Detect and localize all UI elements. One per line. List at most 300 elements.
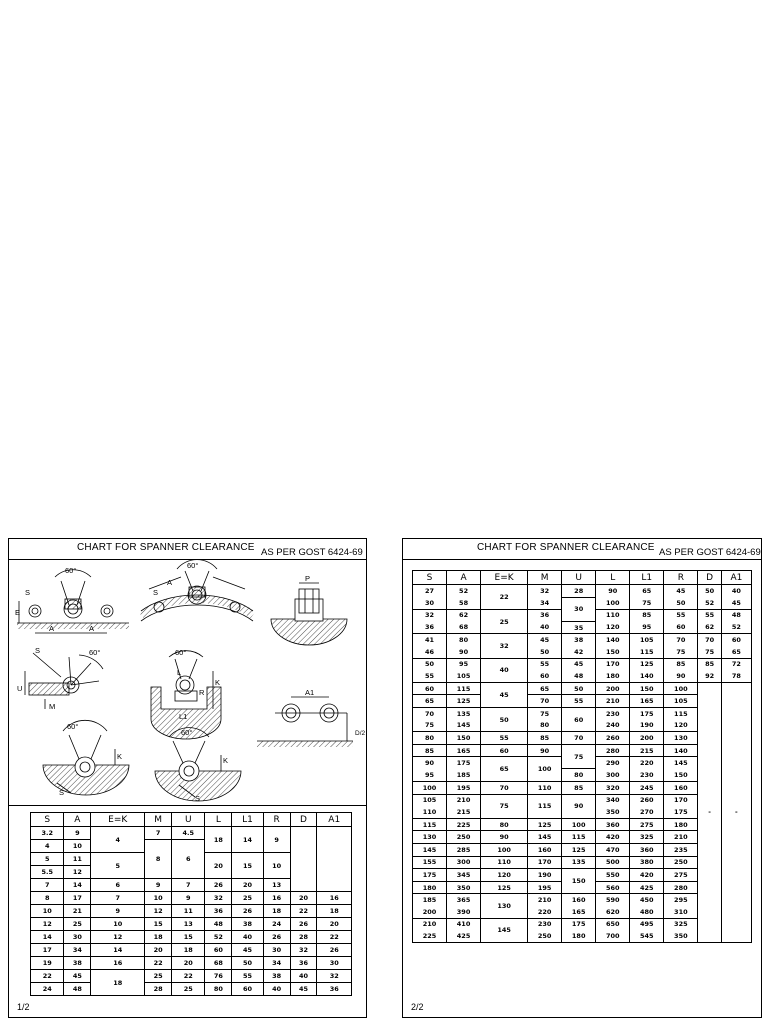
table-1-body — [31, 827, 352, 996]
table-cell: 34 — [263, 957, 290, 970]
table-cell: 105 — [664, 695, 698, 708]
table-cell: 18 — [263, 905, 290, 918]
table-cell: 78 — [721, 670, 751, 682]
table-cell: 245 — [630, 782, 664, 795]
label-d2: D/2 — [355, 730, 366, 737]
table-cell: 100 — [596, 597, 630, 609]
table-cell: 60 — [481, 744, 528, 757]
table-cell: 80 — [447, 634, 481, 646]
label-l1: L1 — [179, 712, 188, 721]
table-cell: 18 — [172, 944, 205, 957]
table-cell: 52 — [447, 585, 481, 598]
column-header: A1 — [317, 813, 352, 827]
table-cell: 100 — [562, 818, 596, 831]
table-cell: 32 — [481, 634, 528, 658]
table-cell: 160 — [664, 782, 698, 795]
table-cell: 45 — [481, 682, 528, 707]
column-header: E=K — [481, 571, 528, 585]
drawing-flat-surface — [17, 570, 129, 633]
drawing-nut-slot — [151, 651, 221, 739]
table-cell: 120 — [596, 621, 630, 634]
table-cell: 390 — [447, 906, 481, 918]
table-cell: 115 — [562, 831, 596, 844]
spanner-chart-sheet-2 — [402, 538, 762, 1018]
table-row — [413, 670, 752, 682]
table-cell: 7 — [172, 879, 205, 892]
table-row — [413, 682, 752, 695]
table-cell: 24 — [31, 983, 64, 996]
table-cell: 65 — [528, 682, 562, 695]
table-cell: 90 — [447, 646, 481, 658]
table-cell: 80 — [562, 769, 596, 782]
sheet-2-header — [403, 539, 761, 560]
table-cell: 55 — [232, 970, 263, 983]
table-cell: 15 — [145, 918, 172, 931]
table-cell: 26 — [290, 918, 317, 931]
table-cell: - — [721, 682, 751, 942]
table-cell: 300 — [447, 856, 481, 869]
table-row — [413, 585, 752, 598]
table-cell: 250 — [664, 856, 698, 869]
table-cell: 145 — [447, 720, 481, 732]
label-s-2: S — [153, 588, 159, 597]
table-cell: 235 — [664, 843, 698, 856]
table-cell: 165 — [447, 744, 481, 757]
table-cell: 150 — [664, 769, 698, 782]
table-cell: 28 — [562, 585, 596, 598]
table-cell: 20 — [172, 957, 205, 970]
column-header: M — [528, 571, 562, 585]
table-cell: 185 — [447, 769, 481, 782]
table-row — [31, 944, 352, 957]
table-cell: 32 — [205, 892, 232, 905]
table-cell: 10 — [64, 840, 91, 853]
label-a1: A1 — [305, 688, 315, 697]
table-cell: 495 — [630, 918, 664, 930]
table-cell: 8 — [145, 840, 172, 879]
drawing-angle-u — [25, 653, 103, 709]
table-cell: 48 — [205, 918, 232, 931]
table-cell: 70 — [664, 634, 698, 646]
table-cell: 145 — [481, 918, 528, 942]
table-cell: 18 — [317, 905, 352, 918]
table-cell: 90 — [413, 757, 447, 769]
table-cell: 36 — [290, 957, 317, 970]
table-cell: 140 — [596, 634, 630, 646]
table-cell: 92 — [698, 670, 721, 682]
table-cell: 52 — [721, 621, 751, 634]
table-cell: 165 — [630, 695, 664, 708]
table-cell: 18 — [91, 970, 145, 996]
table-cell: 140 — [630, 670, 664, 682]
table-cell: 75 — [481, 794, 528, 818]
table-cell: 21 — [64, 905, 91, 918]
column-header: A1 — [721, 571, 751, 585]
sheet-1-gost: AS PER GOST 6424-69 — [261, 547, 363, 558]
table-cell: 65 — [481, 757, 528, 782]
table-cell: 180 — [664, 818, 698, 831]
table-cell: 200 — [630, 732, 664, 745]
table-cell: 17 — [31, 944, 64, 957]
table-cell: 310 — [664, 906, 698, 918]
table-cell: 10 — [91, 918, 145, 931]
label-k-2: K — [117, 752, 123, 761]
table-cell: 11 — [64, 853, 91, 866]
table-cell: 12 — [145, 905, 172, 918]
table-cell: 85 — [413, 744, 447, 757]
table-cell: 11 — [172, 905, 205, 918]
column-header: L — [596, 571, 630, 585]
table-cell: 25 — [145, 970, 172, 983]
sheet-2-gost: AS PER GOST 6424-69 — [659, 547, 761, 558]
table-cell: 20 — [145, 944, 172, 957]
table-cell: 7 — [91, 892, 145, 905]
table-cell: 75 — [528, 707, 562, 719]
table-cell: 125 — [562, 843, 596, 856]
table-cell: 55 — [528, 658, 562, 670]
label-angle-3: 60° — [89, 648, 101, 657]
table-cell: 30 — [317, 957, 352, 970]
table-cell: 225 — [413, 930, 447, 942]
table-cell: 45 — [232, 944, 263, 957]
table-cell: 90 — [596, 585, 630, 598]
table-cell: 55 — [664, 609, 698, 621]
table-cell: 210 — [596, 695, 630, 708]
table-cell: 115 — [528, 794, 562, 818]
column-header: L1 — [232, 813, 263, 827]
table-cell: 22 — [317, 931, 352, 944]
spanner-drawings-svg — [9, 559, 366, 805]
table-cell: 175 — [664, 806, 698, 818]
table-cell: 230 — [596, 707, 630, 719]
table-cell: 6 — [172, 840, 205, 879]
table-cell: 230 — [630, 769, 664, 782]
sheet-2-title: CHART FOR SPANNER CLEARANCE — [477, 542, 655, 553]
table-cell: 14 — [91, 944, 145, 957]
table-cell: 105 — [413, 794, 447, 806]
table-cell: 325 — [664, 918, 698, 930]
table-cell: 40 — [528, 621, 562, 634]
table-cell: 95 — [447, 658, 481, 670]
label-e: E — [15, 608, 21, 617]
table-cell: 7 — [145, 827, 172, 840]
table-cell: 410 — [447, 918, 481, 930]
table-cell: 68 — [447, 621, 481, 634]
column-header: D — [698, 571, 721, 585]
table-cell: 80 — [205, 983, 232, 996]
table-cell: 62 — [447, 609, 481, 621]
table-cell: 27 — [413, 585, 447, 598]
table-cell: 95 — [630, 621, 664, 634]
table-cell: 10 — [145, 892, 172, 905]
table-cell: 95 — [413, 769, 447, 782]
column-header: M — [145, 813, 172, 827]
table-cell: 135 — [562, 856, 596, 869]
table-cell: 275 — [664, 869, 698, 882]
clearance-table-2 — [412, 570, 752, 943]
table-cell: 70 — [413, 707, 447, 719]
table-cell: 52 — [205, 931, 232, 944]
table-cell: 75 — [562, 744, 596, 769]
page-number-1: 1/2 — [17, 1002, 30, 1012]
clearance-table-1 — [30, 812, 352, 996]
table-cell: 165 — [562, 906, 596, 918]
table-cell: 230 — [528, 918, 562, 930]
table-cell: 105 — [447, 670, 481, 682]
table-cell: 12 — [64, 866, 91, 879]
table-row — [31, 957, 352, 970]
table-cell: 420 — [596, 831, 630, 844]
table-cell: 560 — [596, 881, 630, 894]
table-cell: 85 — [698, 658, 721, 670]
table-cell: 190 — [528, 869, 562, 882]
table-cell: 180 — [596, 670, 630, 682]
table-cell: 105 — [630, 634, 664, 646]
table-cell — [317, 827, 352, 892]
sheet-1-header — [9, 539, 366, 560]
table-cell: 30 — [64, 931, 91, 944]
table-cell: 62 — [698, 621, 721, 634]
table-cell: 325 — [630, 831, 664, 844]
table-cell: 4 — [91, 827, 145, 853]
table-cell: 34 — [528, 597, 562, 609]
table-cell: 72 — [721, 658, 751, 670]
table-cell: 200 — [413, 906, 447, 918]
table-cell: 125 — [630, 658, 664, 670]
column-header: R — [263, 813, 290, 827]
table-cell: 170 — [664, 794, 698, 806]
table-cell: 90 — [664, 670, 698, 682]
table-cell: 60 — [232, 983, 263, 996]
table-cell: 25 — [172, 983, 205, 996]
label-s-3: S — [35, 646, 41, 655]
table-cell: 40 — [290, 970, 317, 983]
table-cell: 15 — [232, 853, 263, 879]
table-cell: 25 — [232, 892, 263, 905]
table-cell: 8 — [31, 892, 64, 905]
table-cell: 545 — [630, 930, 664, 942]
table-cell: 130 — [664, 732, 698, 745]
table-cell: 150 — [447, 732, 481, 745]
column-header: R — [664, 571, 698, 585]
table-cell: 125 — [481, 881, 528, 894]
table-cell: 110 — [481, 856, 528, 869]
table-cell: 50 — [413, 658, 447, 670]
table-cell: 20 — [290, 892, 317, 905]
table-cell: 30 — [263, 944, 290, 957]
column-header: S — [413, 571, 447, 585]
table-cell: 295 — [664, 894, 698, 906]
table-cell: 380 — [630, 856, 664, 869]
table-row — [413, 658, 752, 670]
label-u: U — [17, 684, 23, 693]
table-cell: 20 — [232, 879, 263, 892]
column-header: S — [31, 813, 64, 827]
table-cell: 65 — [413, 695, 447, 708]
table-cell: 13 — [172, 918, 205, 931]
table-cell: 28 — [290, 931, 317, 944]
table-cell: 45 — [562, 658, 596, 670]
table-cell: 65 — [630, 585, 664, 598]
table-cell: 5 — [31, 853, 64, 866]
table-cell: 500 — [596, 856, 630, 869]
table-cell: 115 — [630, 646, 664, 658]
label-angle-4: 60° — [175, 648, 187, 657]
table-cell: 360 — [630, 843, 664, 856]
table-cell: 15 — [172, 931, 205, 944]
table-cell: 68 — [205, 957, 232, 970]
table-cell: 36 — [413, 621, 447, 634]
table-cell: 240 — [596, 720, 630, 732]
table-cell: 195 — [528, 881, 562, 894]
table-cell: 32 — [290, 944, 317, 957]
label-angle-1: 60° — [65, 566, 77, 575]
table-cell: 215 — [447, 806, 481, 818]
table-cell: 40 — [232, 931, 263, 944]
table-cell: 5 — [91, 853, 145, 879]
table-cell: 48 — [562, 670, 596, 682]
table-cell: 18 — [205, 827, 232, 853]
table-cell: 25 — [481, 609, 528, 634]
table-cell: 55 — [413, 670, 447, 682]
table-cell: 140 — [664, 744, 698, 757]
table-cell: 90 — [481, 831, 528, 844]
table-cell: 10 — [263, 853, 290, 879]
table-cell: 115 — [447, 682, 481, 695]
table-cell: 12 — [31, 918, 64, 931]
table-cell: 470 — [596, 843, 630, 856]
table-cell: 100 — [664, 682, 698, 695]
table-cell: 70 — [528, 695, 562, 708]
label-p: P — [305, 574, 311, 583]
table-cell: 135 — [447, 707, 481, 719]
table-cell: 40 — [481, 658, 528, 682]
label-k-3: K — [223, 756, 229, 765]
table-cell: 250 — [528, 930, 562, 942]
table-cell: 32 — [528, 585, 562, 598]
table-cell: 50 — [528, 646, 562, 658]
table-cell: 30 — [413, 597, 447, 609]
table-cell: 115 — [413, 818, 447, 831]
table-cell: 225 — [447, 818, 481, 831]
table-cell: 14 — [64, 879, 91, 892]
table-cell: 210 — [664, 831, 698, 844]
table-cell: 160 — [562, 894, 596, 906]
label-a-2: A — [89, 624, 95, 633]
label-angle-6: 60° — [181, 728, 193, 737]
column-header: L1 — [630, 571, 664, 585]
table-cell: 3.2 — [31, 827, 64, 840]
drawing-socket-cavity — [271, 583, 347, 645]
table-cell: 125 — [528, 818, 562, 831]
table-cell: 50 — [232, 957, 263, 970]
table-cell: 4 — [31, 840, 64, 853]
table-cell: 55 — [481, 732, 528, 745]
table-cell: 48 — [64, 983, 91, 996]
table-cell: 60 — [664, 621, 698, 634]
table-cell: 195 — [447, 782, 481, 795]
table-cell: 90 — [562, 794, 596, 818]
table-cell: 4.5 — [172, 827, 205, 840]
table-cell: 180 — [562, 930, 596, 942]
column-header: E=K — [91, 813, 145, 827]
table-cell: 45 — [528, 634, 562, 646]
table-cell: 75 — [664, 646, 698, 658]
table-cell: 300 — [596, 769, 630, 782]
table-cell: 80 — [528, 720, 562, 732]
table-cell: 22 — [481, 585, 528, 610]
table-cell: 45 — [664, 585, 698, 598]
table-cell: 155 — [413, 856, 447, 869]
table-cell: 34 — [64, 944, 91, 957]
table-cell: 345 — [447, 869, 481, 882]
table-cell: 650 — [596, 918, 630, 930]
table-cell: 70 — [562, 732, 596, 745]
table-cell: 60 — [205, 944, 232, 957]
table-cell: 70 — [698, 634, 721, 646]
table-cell: 450 — [630, 894, 664, 906]
table-cell: 20 — [317, 918, 352, 931]
table-cell: 24 — [263, 918, 290, 931]
drawing-bowl-right — [155, 728, 241, 801]
table-cell: 150 — [630, 682, 664, 695]
table-cell: 110 — [413, 806, 447, 818]
table-cell: 280 — [664, 881, 698, 894]
label-angle-5: 60° — [67, 722, 79, 731]
table-cell: 130 — [481, 894, 528, 918]
table-cell: 22 — [145, 957, 172, 970]
table-cell: 52 — [698, 597, 721, 609]
table-cell: 46 — [413, 646, 447, 658]
table-cell: 350 — [447, 881, 481, 894]
table-cell: 65 — [721, 646, 751, 658]
spanner-chart-sheet-1 — [8, 538, 367, 1018]
table-cell: 76 — [205, 970, 232, 983]
table-row — [31, 892, 352, 905]
column-header: U — [172, 813, 205, 827]
table-cell: 36 — [205, 905, 232, 918]
table-cell: 26 — [232, 905, 263, 918]
table-cell: 50 — [698, 585, 721, 598]
column-header: L — [205, 813, 232, 827]
table-cell: 6 — [91, 879, 145, 892]
table-cell: 40 — [721, 585, 751, 598]
table-cell: 50 — [562, 682, 596, 695]
table-cell: 5.5 — [31, 866, 64, 879]
label-a-1: A — [49, 624, 55, 633]
label-angle-2: 60° — [187, 561, 199, 570]
table-cell: 18 — [145, 931, 172, 944]
page-number-2: 2/2 — [411, 1002, 424, 1012]
table-cell: 22 — [31, 970, 64, 983]
table-cell: 45 — [64, 970, 91, 983]
sheet-1-title: CHART FOR SPANNER CLEARANCE — [77, 542, 255, 553]
table-cell: 50 — [481, 707, 528, 731]
table-cell: 41 — [413, 634, 447, 646]
table-cell: 32 — [413, 609, 447, 621]
table-cell: 210 — [528, 894, 562, 906]
table-cell: 40 — [263, 983, 290, 996]
table-row — [413, 597, 752, 609]
label-s-1: S — [25, 588, 31, 597]
table-cell: 60 — [721, 634, 751, 646]
table-cell: 160 — [528, 843, 562, 856]
table-cell: 75 — [630, 597, 664, 609]
table-row — [413, 621, 752, 634]
table-cell: 38 — [263, 970, 290, 983]
table-cell: 220 — [528, 906, 562, 918]
table-cell: 28 — [145, 983, 172, 996]
